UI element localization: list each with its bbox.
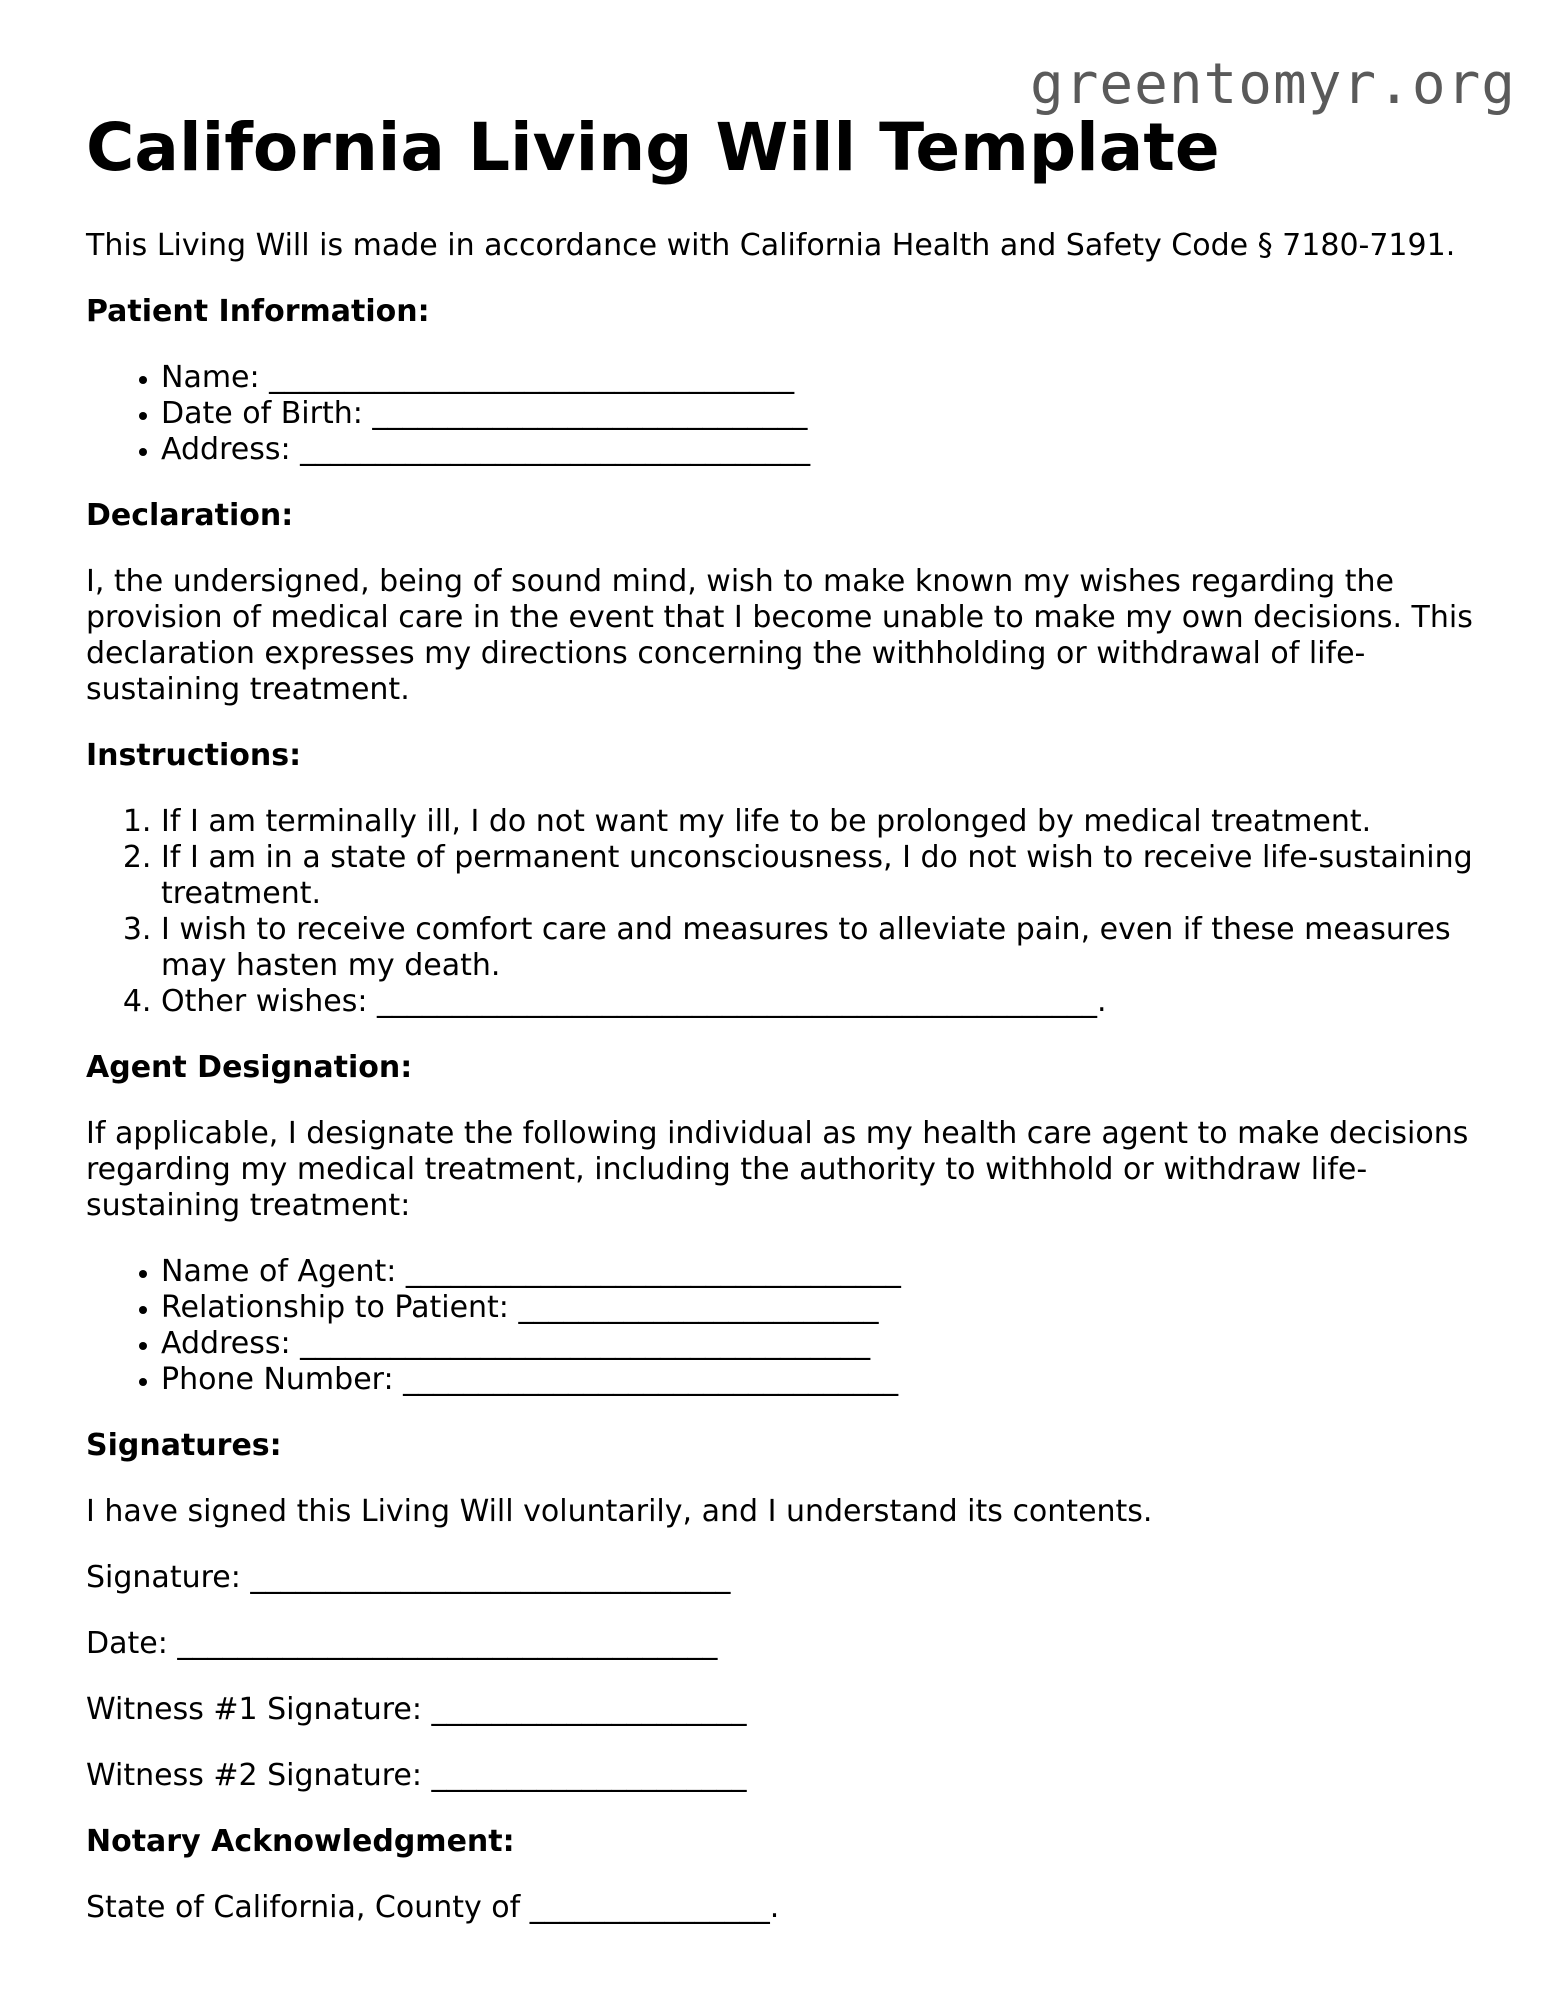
notary-text: State of California, County of ________________. <box>86 1890 780 1925</box>
declaration-text: I, the undersigned, being of sound mind, wish to make known my wishes regarding the provision of medical care in the event that I become unable to make my own decisions. This declaration expresses my directions concerning the withholding or withdrawal of life-sustaining treatment. <box>86 564 1473 707</box>
patient-info-heading: Patient Information: <box>86 294 430 329</box>
witness2-signature-line: Witness #2 Signature: _____________________ <box>86 1758 747 1793</box>
instruction-item: 1. If I am terminally ill, I do not want my life to be prolonged by medical treatment. <box>161 804 1486 840</box>
patient-info-list <box>86 360 1486 468</box>
agent-address-field: • Address: ______________________________________ <box>161 1326 1486 1362</box>
declaration-heading: Declaration: <box>86 498 294 533</box>
instructions-list <box>86 804 1486 1020</box>
agent-relationship-field: • Relationship to Patient: ________________________ <box>161 1290 1486 1326</box>
document-page <box>86 108 1486 1956</box>
date-line: Date: ____________________________________ <box>86 1626 718 1661</box>
signatures-text: I have signed this Living Will voluntarily, and I understand its contents. <box>86 1494 1153 1529</box>
agent-heading: Agent Designation: <box>86 1050 413 1085</box>
intro-text: This Living Will is made in accordance with California Health and Safety Code § 7180-7191. <box>86 228 1456 263</box>
watermark: greentomyr.org <box>1029 52 1516 117</box>
notary-heading: Notary Acknowledgment: <box>86 1824 515 1859</box>
agent-info-list <box>86 1254 1486 1398</box>
patient-dob-field: • Date of Birth: _____________________________ <box>161 396 1486 432</box>
agent-phone-field: • Phone Number: _________________________________ <box>161 1362 1486 1398</box>
witness1-signature-line: Witness #1 Signature: _____________________ <box>86 1692 747 1727</box>
signatures-heading: Signatures: <box>86 1428 282 1463</box>
signature-line: Signature: ________________________________ <box>86 1560 731 1595</box>
patient-address-field: • Address: __________________________________ <box>161 432 1486 468</box>
agent-name-field: • Name of Agent: _________________________________ <box>161 1254 1486 1290</box>
instruction-item: 2. If I am in a state of permanent unconsciousness, I do not wish to receive life-sustaining treatment. <box>161 840 1486 912</box>
page-title: California Living Will Template <box>86 109 1220 186</box>
instructions-heading: Instructions: <box>86 738 302 773</box>
instruction-item-other-wishes: 4. Other wishes: ________________________________________________. <box>161 984 1486 1020</box>
patient-name-field: • Name: ___________________________________ <box>161 360 1486 396</box>
agent-text: If applicable, I designate the following individual as my health care agent to make decisions regarding my medical treatment, including the authority to withhold or withdraw life-sustaining treatment: <box>86 1116 1469 1223</box>
instruction-item: 3. I wish to receive comfort care and measures to alleviate pain, even if these measures may hasten my death. <box>161 912 1486 984</box>
